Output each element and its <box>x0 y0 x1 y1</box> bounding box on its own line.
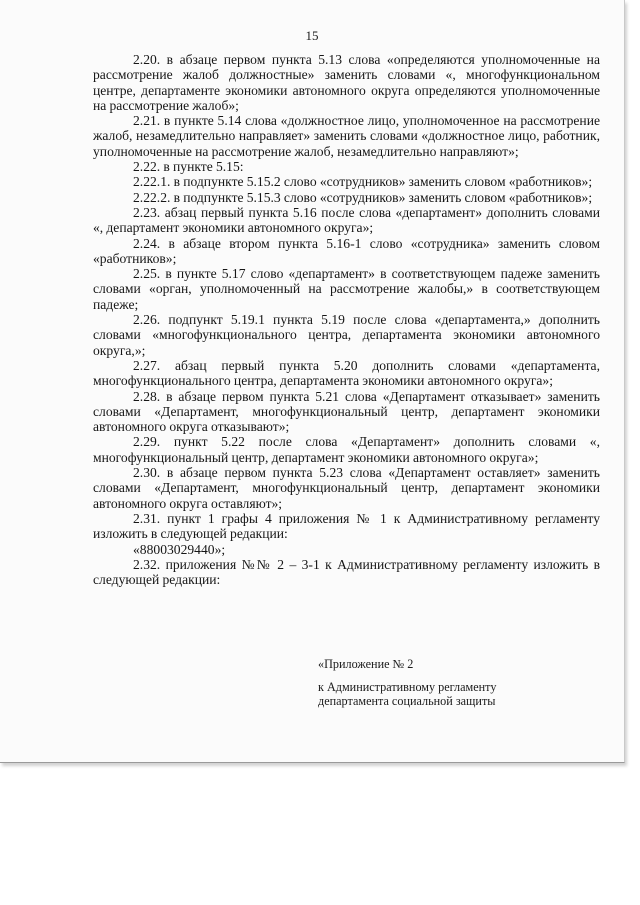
paragraph-2-27: 2.27. абзац первый пункта 5.20 дополнить словами «департамента, многофункционального центра, департамента экономики автономного округа»; <box>93 357 600 389</box>
paragraph-2-30: 2.30. в абзаце первом пункта 5.23 слова «Департамент оставляет» заменить словами «Департамент, многофункциональный центр, департамент экономики автономного округа оставляют»; <box>93 465 600 511</box>
paragraph-phone-number: «88003029440»; <box>133 541 226 557</box>
paragraph-2-26: 2.26. подпункт 5.19.1 пункта 5.19 после слова «департамента,» дополнить словами «многофункционального центра, департамента экономики автономного округа,»; <box>93 312 600 358</box>
paragraph-2-22: 2.22. в пункте 5.15: <box>133 159 244 175</box>
paragraph-2-25: 2.25. в пункте 5.17 слово «департамент» в соответствующем падеже заменить словами «орган, уполномоченный на рассмотрение жалобы,» в соответствующем падеже; <box>93 266 600 312</box>
paragraph-2-31: 2.31. пункт 1 графы 4 приложения № 1 к Административному регламенту изложить в следующей редакции: <box>93 510 600 542</box>
paragraph-2-24: 2.24. в абзаце втором пункта 5.16-1 слово «сотрудника» заменить словом «работников»; <box>93 235 600 266</box>
paragraph-2-21: 2.21. в пункте 5.14 слова «должностное лицо, уполномоченное на рассмотрение жалоб, незамедлительно направляет» заменить словами «должностное лицо, работник, уполномоченные на рассмотрение жалоб, незамедлительно направляют»; <box>93 113 600 159</box>
paragraph-2-29: 2.29. пункт 5.22 после слова «Департамент» дополнить словами «, многофункциональный центр, департамент экономики автономного округа»; <box>93 434 600 465</box>
page-number: 15 <box>305 28 319 43</box>
appendix-line-regulation: к Административному регламенту <box>318 680 497 694</box>
paragraph-2-20: 2.20. в абзаце первом пункта 5.13 слова «определяются уполномоченные на рассмотрение жалоб должностные» заменить словами «, многофункциональном центре, департаменте экономики автономного округа определяются уполномоченные на рассмотрение жалоб»; <box>93 52 600 113</box>
paragraph-2-22-2: 2.22.2. в подпункте 5.15.3 слово «сотрудников» заменить словом «работников»; <box>133 189 593 205</box>
paragraph-2-23: 2.23. абзац первый пункта 5.16 после слова «департамент» дополнить словами «, департамент экономики автономного округа»; <box>93 204 600 236</box>
paragraph-2-32: 2.32. приложения №№ 2 – 3-1 к Административному регламенту изложить в следующей редакции: <box>93 556 600 588</box>
paragraph-2-28: 2.28. в абзаце первом пункта 5.21 слова «Департамент отказывает» заменить словами «Департамент, многофункциональный центр, департамент экономики автономного округа отказывают»; <box>93 388 600 435</box>
appendix-line-department: департамента социальной защиты <box>318 694 496 708</box>
document-body <box>93 52 600 587</box>
appendix-title: «Приложение № 2 <box>318 657 414 671</box>
paragraph-2-22-1: 2.22.1. в подпункте 5.15.2 слово «сотрудников» заменить словом «работников»; <box>133 174 593 190</box>
